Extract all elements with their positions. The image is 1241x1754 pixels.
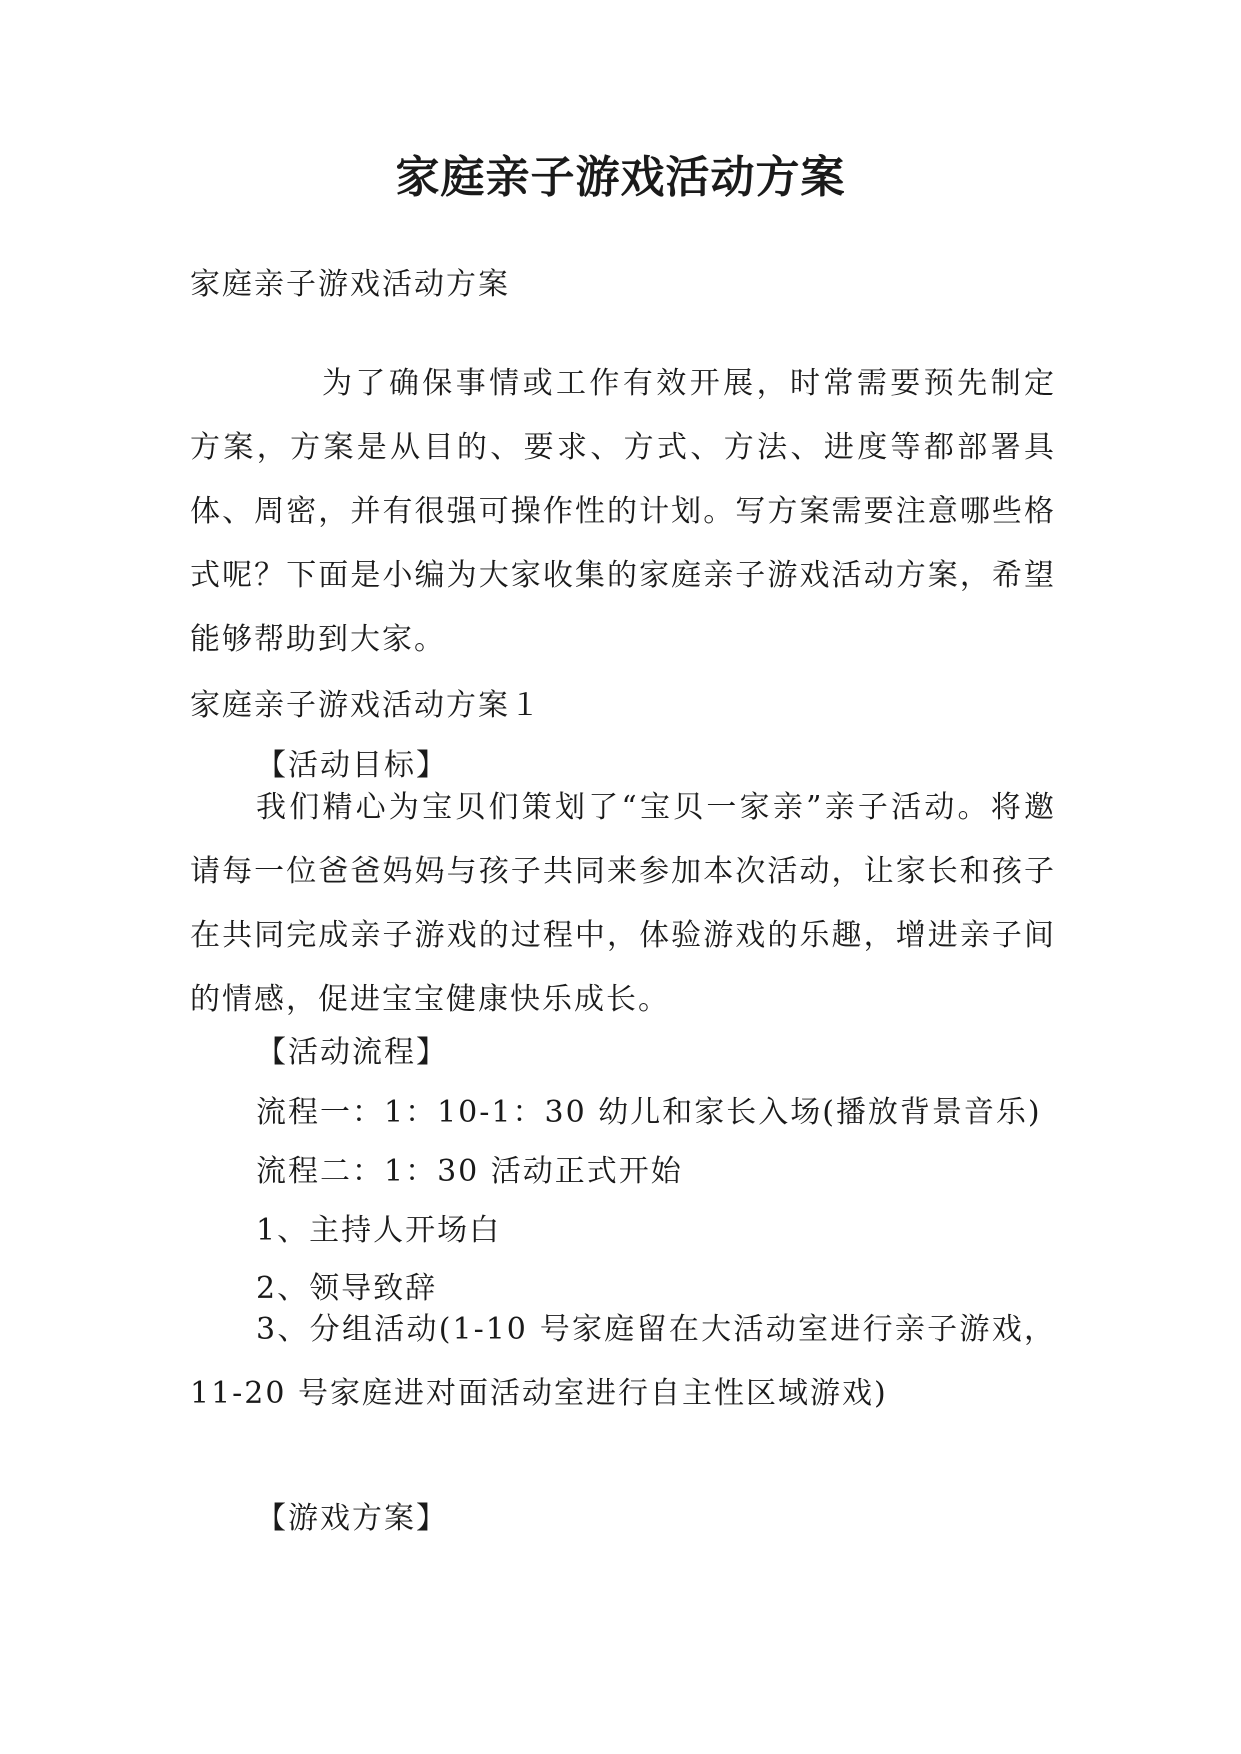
document-title: 家庭亲子游戏活动方案 bbox=[395, 152, 846, 203]
process-item: 流程一：1：10-1：30 幼儿和家长入场(播放背景音乐) bbox=[256, 1095, 1042, 1130]
process-item: 1、主持人开场白 bbox=[256, 1213, 502, 1248]
intro-paragraph: 为了确保事情或工作有效开展，时常需要预先制定方案，方案是从目的、要求、方式、方法、进度等都部署具体、周密，并有很强可操作性的计划。写方案需要注意哪些格式呢？下面是小编为大家收集的家庭亲子游戏活动方案，希望能够帮助到大家。 bbox=[190, 366, 1056, 657]
process-item: 流程二：1：30 活动正式开始 bbox=[256, 1154, 683, 1189]
process-heading: 【活动流程】 bbox=[256, 1035, 448, 1070]
goal-paragraph: 我们精心为宝贝们策划了“宝贝一家亲”亲子活动。将邀请每一位爸爸妈妈与孩子共同来参加本次活动，让家长和孩子在共同完成亲子游戏的过程中，体验游戏的乐趣，增进亲子间的情感，促进宝宝健康快乐成长。 bbox=[190, 790, 1056, 1017]
goal-heading: 【活动目标】 bbox=[256, 748, 448, 783]
game-heading: 【游戏方案】 bbox=[256, 1501, 448, 1536]
process-item: 2、领导致辞 bbox=[256, 1271, 438, 1306]
group-activity-paragraph: 3、分组活动(1-10 号家庭留在大活动室进行亲子游戏，11-20 号家庭进对面活动室进行自主性区域游戏) bbox=[190, 1312, 1056, 1411]
document-subtitle: 家庭亲子游戏活动方案 bbox=[190, 267, 510, 302]
section-heading: 家庭亲子游戏活动方案１ bbox=[190, 688, 542, 723]
